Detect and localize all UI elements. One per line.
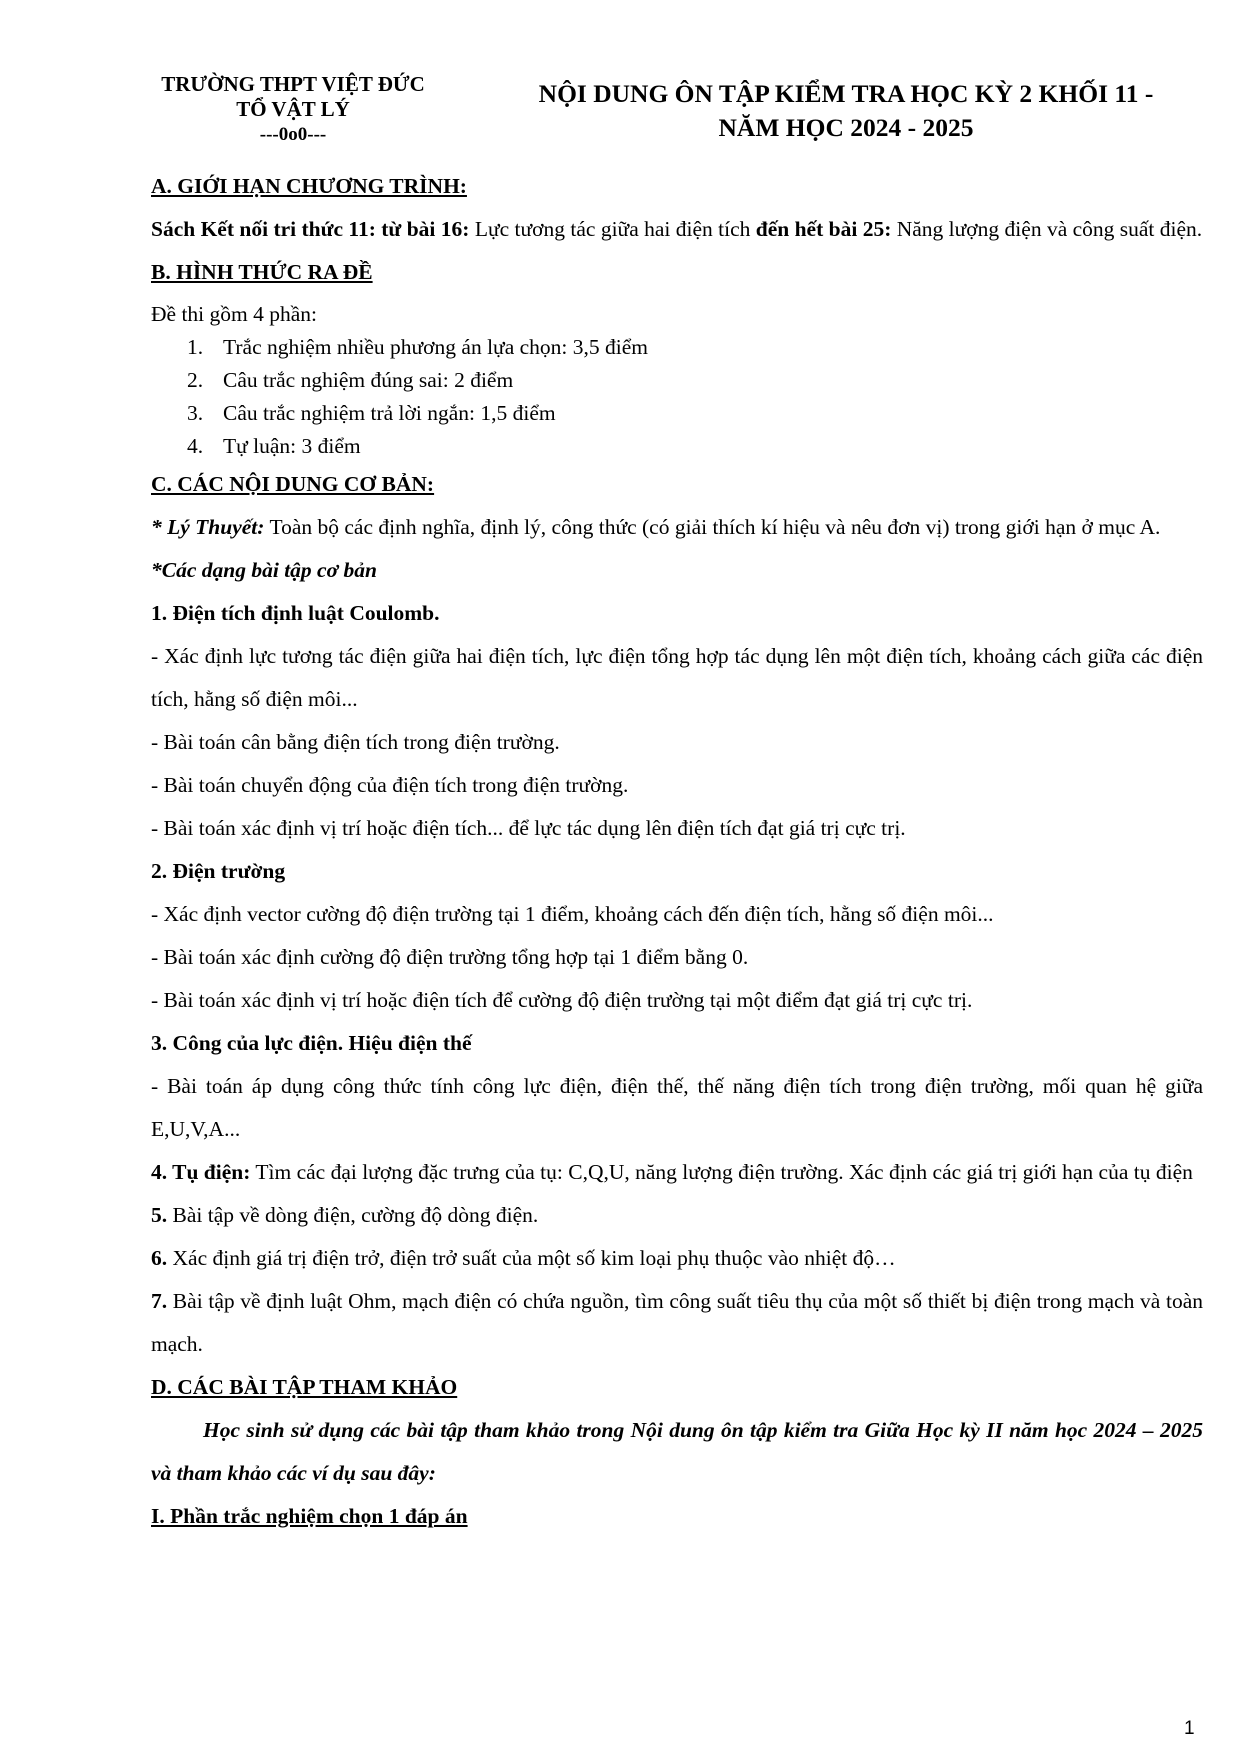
list-item-text: Câu trắc nghiệm đúng sai: 2 điểm — [223, 368, 514, 392]
list-item-number: 3. — [187, 401, 204, 425]
list-item — [187, 364, 1203, 397]
section-a-text — [151, 208, 1203, 251]
title-line-2: NĂM HỌC 2024 - 2025 — [718, 113, 974, 142]
header-separator: ---0o0--- — [259, 124, 327, 145]
section-b-intro: Đề thi gồm 4 phần: — [151, 302, 318, 326]
section-a-title: A. GIỚI HẠN CHƯƠNG TRÌNH: — [151, 174, 467, 198]
section-a-bold-2: đến hết bài 25: — [755, 217, 892, 241]
page-number: 1 — [1184, 1718, 1195, 1739]
list-item — [187, 397, 1203, 430]
topic-5-paragraph — [151, 1194, 1203, 1237]
topic-5-text: Bài tập về dòng điện, cường độ dòng điện. — [167, 1203, 539, 1227]
section-a-bold-1: Sách Kết nối tri thức 11: từ bài 16: — [151, 217, 470, 241]
list-item-text: Câu trắc nghiệm trả lời ngắn: 1,5 điểm — [223, 401, 556, 425]
list-item-text: Trắc nghiệm nhiều phương án lựa chọn: 3,5 điểm — [223, 335, 648, 359]
topic-2-item: - Xác định vector cường độ điện trường tại 1 điểm, khoảng cách đến điện tích, hằng số điện môi... — [151, 902, 994, 926]
list-item — [187, 430, 1203, 463]
section-b-title: B. HÌNH THỨC RA ĐỀ — [151, 260, 373, 284]
section-a-text-1: Lực tương tác giữa hai điện tích — [469, 217, 756, 241]
topic-6-text: Xác định giá trị điện trở, điện trở suất của một số kim loại phụ thuộc vào nhiệt độ… — [167, 1246, 896, 1270]
topic-5-label: 5. — [151, 1203, 168, 1227]
department-name: TỔ VẬT LÝ — [236, 97, 350, 121]
topic-1-item: - Bài toán cân bằng điện tích trong điện trường. — [151, 730, 560, 754]
topic-1-heading: 1. Điện tích định luật Coulomb. — [151, 601, 440, 625]
topic-7-label: 7. — [151, 1289, 168, 1313]
topic-2-heading: 2. Điện trường — [151, 859, 286, 883]
topic-2-item: - Bài toán xác định cường độ điện trường tổng hợp tại 1 điểm bằng 0. — [151, 945, 749, 969]
topic-1-item: - Bài toán xác định vị trí hoặc điện tích... để lực tác dụng lên điện tích đạt giá trị cực trị. — [151, 816, 906, 840]
section-d-title: D. CÁC BÀI TẬP THAM KHẢO — [151, 1375, 458, 1399]
topic-6-paragraph — [151, 1237, 1203, 1280]
topic-4-text: Tìm các đại lượng đặc trưng của tụ: C,Q,U, năng lượng điện trường. Xác định các giá trị giới hạn của tụ điện — [250, 1160, 1193, 1184]
topic-4-paragraph — [151, 1151, 1203, 1194]
topic-1-item: - Bài toán chuyển động của điện tích trong điện trường. — [151, 773, 629, 797]
part-1-title: I. Phần trắc nghiệm chọn 1 đáp án — [151, 1504, 468, 1528]
topic-1-item: - Xác định lực tương tác điện giữa hai điện tích, lực điện tổng hợp tác dụng lên một điện tích, khoảng cách giữa các điện tích, hằng số điện môi... — [151, 644, 1203, 711]
list-item — [187, 331, 1203, 364]
title-line-1: NỘI DUNG ÔN TẬP KIỂM TRA HỌC KỲ 2 KHỐI 11 - — [538, 79, 1154, 108]
section-a-text-2: Năng lượng điện và công suất điện. — [891, 217, 1203, 241]
topic-3-heading: 3. Công của lực điện. Hiệu điện thế — [151, 1031, 472, 1055]
document-header — [0, 72, 1241, 152]
topic-3-item: - Bài toán áp dụng công thức tính công lực điện, điện thế, thế năng điện tích trong điện trường, mối quan hệ giữa E,U,V,A... — [151, 1074, 1203, 1141]
school-name: TRƯỜNG THPT VIỆT ĐỨC — [161, 72, 425, 96]
school-block — [138, 72, 448, 147]
topic-4-label: 4. Tụ điện: — [151, 1160, 251, 1184]
topic-7-paragraph — [151, 1280, 1203, 1366]
list-item-number: 2. — [187, 368, 204, 392]
exercise-heading: *Các dạng bài tập cơ bản — [151, 558, 377, 582]
topic-7-text: Bài tập về định luật Ohm, mạch điện có chứa nguồn, tìm công suất tiêu thụ của một số thiết bị điện trong mạch và toàn mạch. — [151, 1289, 1203, 1356]
exam-format-list — [151, 331, 1203, 463]
topic-6-label: 6. — [151, 1246, 168, 1270]
section-d-paragraph: Học sinh sử dụng các bài tập tham khảo trong Nội dung ôn tập kiểm tra Giữa Học kỳ II năm học 2024 – 2025 và tham khảo các ví dụ sau đây: — [151, 1418, 1203, 1485]
theory-text: Toàn bộ các định nghĩa, định lý, công thức (có giải thích kí hiệu và nêu đơn vị) trong giới hạn ở mục A. — [264, 515, 1161, 539]
list-item-text: Tự luận: 3 điểm — [223, 434, 361, 458]
document-body — [151, 165, 1203, 1538]
list-item-number: 4. — [187, 434, 204, 458]
list-item-number: 1. — [187, 335, 204, 359]
topic-2-item: - Bài toán xác định vị trí hoặc điện tích để cường độ điện trường tại một điểm đạt giá trị cực trị. — [151, 988, 973, 1012]
theory-label: * Lý Thuyết: — [151, 515, 265, 539]
document-title — [476, 77, 1216, 145]
section-c-title: C. CÁC NỘI DUNG CƠ BẢN: — [151, 472, 435, 496]
theory-paragraph — [151, 506, 1203, 549]
